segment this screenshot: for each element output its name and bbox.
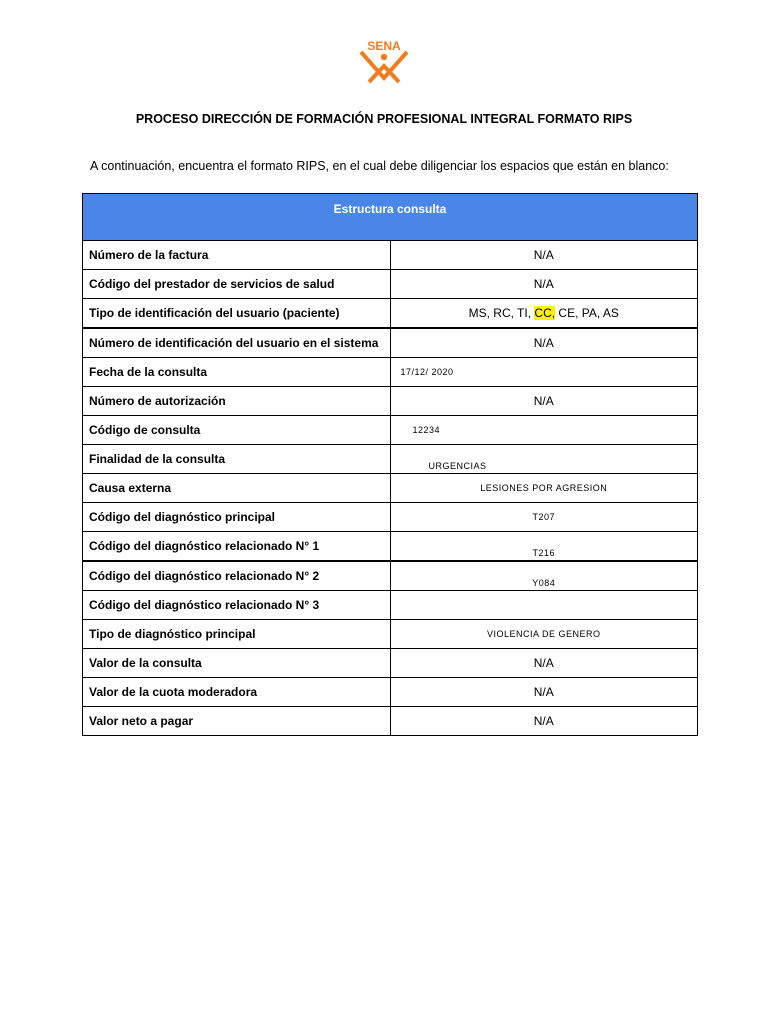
table-row — [83, 620, 698, 649]
row-label: Número de autorización — [83, 387, 391, 416]
row-value[interactable]: N/A — [390, 649, 698, 678]
table-row — [83, 561, 698, 591]
row-value[interactable]: VIOLENCIA DE GENERO — [390, 620, 698, 649]
intro-text: A continuación, encuentra el formato RIPS, en el cual debe diligenciar los espacios que están en blanco: — [90, 159, 669, 173]
table-row — [83, 707, 698, 736]
row-value[interactable] — [390, 591, 698, 620]
row-label: Valor neto a pagar — [83, 707, 391, 736]
row-label: Código del diagnóstico relacionado N° 1 — [83, 532, 391, 562]
row-label: Fecha de la consulta — [83, 358, 391, 387]
table-row — [83, 328, 698, 358]
row-label: Finalidad de la consulta — [83, 445, 391, 474]
table-header-row — [83, 194, 698, 241]
sena-logo — [355, 38, 413, 84]
id-types-after: CE, PA, AS — [555, 306, 619, 320]
table-row — [83, 387, 698, 416]
row-label: Código del diagnóstico principal — [83, 503, 391, 532]
row-label: Código de consulta — [83, 416, 391, 445]
row-value[interactable]: T216 — [390, 532, 698, 562]
row-value[interactable]: N/A — [390, 387, 698, 416]
row-value[interactable]: N/A — [390, 270, 698, 299]
row-value[interactable]: N/A — [390, 328, 698, 358]
table-row — [83, 591, 698, 620]
row-label: Número de identificación del usuario en el sistema — [83, 328, 391, 358]
table-row — [83, 270, 698, 299]
row-value[interactable]: N/A — [390, 678, 698, 707]
table-row — [83, 358, 698, 387]
row-label: Código del diagnóstico relacionado N° 3 — [83, 591, 391, 620]
row-value[interactable]: T207 — [390, 503, 698, 532]
table-row — [83, 532, 698, 562]
table-header: Estructura consulta — [83, 194, 698, 241]
row-label: Valor de la consulta — [83, 649, 391, 678]
row-value[interactable]: N/A — [390, 241, 698, 270]
table-row — [83, 445, 698, 474]
row-label: Valor de la cuota moderadora — [83, 678, 391, 707]
row-label: Código del prestador de servicios de salud — [83, 270, 391, 299]
row-value[interactable]: N/A — [390, 707, 698, 736]
page-title: PROCESO DIRECCIÓN DE FORMACIÓN PROFESIONAL INTEGRAL FORMATO RIPS — [135, 112, 633, 126]
row-value[interactable]: Y084 — [390, 561, 698, 591]
table-row — [83, 241, 698, 270]
row-label: Número de la factura — [83, 241, 391, 270]
row-value[interactable] — [390, 445, 698, 474]
table-row — [83, 299, 698, 329]
row-value[interactable]: LESIONES POR AGRESION — [390, 474, 698, 503]
table-row — [83, 503, 698, 532]
table-row — [83, 474, 698, 503]
svg-text:SENA: SENA — [367, 39, 401, 53]
row-label: Tipo de diagnóstico principal — [83, 620, 391, 649]
row-value[interactable] — [390, 299, 698, 329]
id-types-before: MS, RC, TI, — [468, 306, 535, 320]
table-row — [83, 649, 698, 678]
id-type-highlight: CC, — [534, 306, 556, 320]
row-label: Código del diagnóstico relacionado N° 2 — [83, 561, 391, 591]
table-row — [83, 416, 698, 445]
row-value[interactable]: 17/12/ 2020 — [390, 358, 698, 387]
row-label: Tipo de identificación del usuario (paciente) — [83, 299, 391, 329]
row-label: Causa externa — [83, 474, 391, 503]
rips-table — [82, 193, 698, 736]
table-row — [83, 678, 698, 707]
row-value[interactable]: 12234 — [390, 416, 698, 445]
row-value-text: URGENCIAS — [428, 461, 487, 471]
